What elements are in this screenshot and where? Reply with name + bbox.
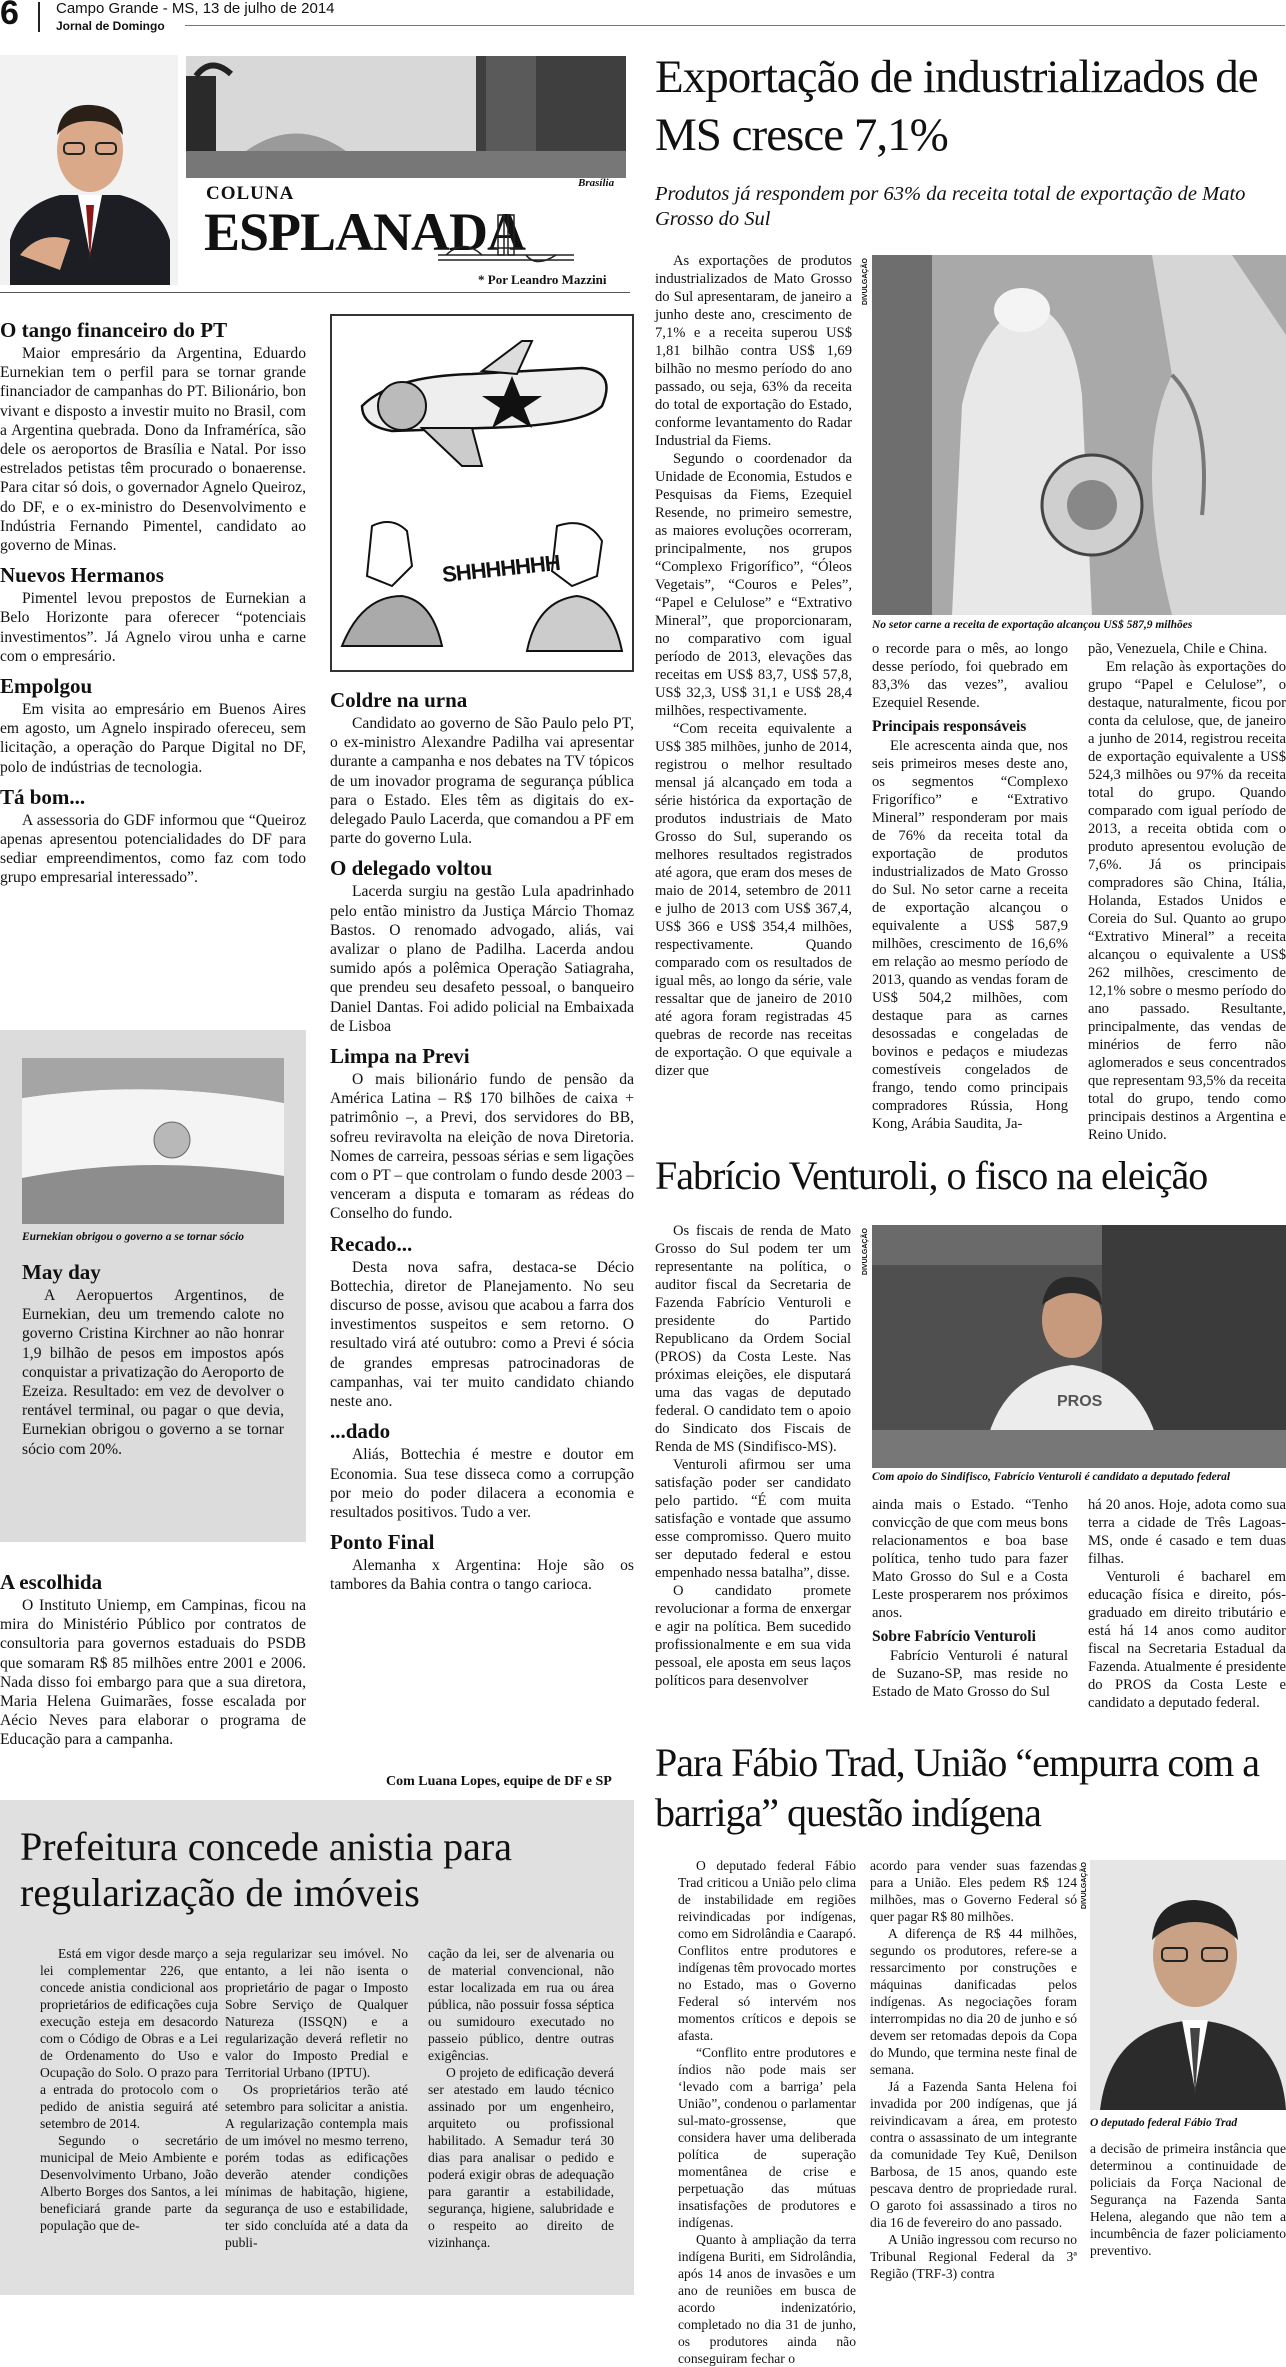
article-paragraph: Em relação às exportações do grupo “Papel e Celulose”, o destaque, naturalmente, ficou por conta da celulose, que, de janeiro a junho de 2014, registrou receita de exportação equivalente a US$ 524,3 milhões ou 97% da receita total do grupo. Quando comparado com igual período de 2013, a receita obtida com o produto apresentou evolução de 7,6%. Já os principais compradores são China, Itália, Holanda, Estados Unidos e Coreia do Sul. Quanto ao grupo “Extrativo Mineral” a receita alcançou o equivalente a US$ 262 milhões, crescimento de 12,1% sobre o mesmo período do ano passado. Resultante, principalmente, das vendas de minérios de ferro não aglomerados e seus concentrados que representam 93,5% da receita total do grupo, tendo como principais destinos a Argentina e Reino Unido. [1088, 659, 1286, 1143]
anistia-column-2 [225, 1945, 408, 2251]
section-title: O delegado voltou [330, 856, 493, 881]
article-paragraph: Já a Fazenda Santa Helena foi invadida por 200 indígenas, que já reivindicavam a área, em protesto contra o assassinato de um integrante da comunidade Tey Kuê, Denilson Barbosa, de 15 anos, quando este pescava dentro de propriedade rural. O garoto foi assassinado a tiros no dia 16 de fevereiro do ano passado. [870, 2079, 1077, 2230]
article-paragraph: O candidato promete revolucionar a forma de enxergar e agir na política. Bem sucedido profissionalmente e em sua vida pessoal, ele aposta em seus laços políticos para desenvolver [655, 1583, 851, 1689]
section-text: Desta nova safra, destaca-se Décio Bottechia, diretor de Planejamento. No seu discurso de posse, avisou que acabou a farra dos investimentos suspeitos e sem retorno. O resultado virá até outubro: como a Previ é sócia de grandes empresas patrocinadoras de campanhas, vai ter muito candidato chiando neste ano. [330, 1258, 634, 1411]
section-title: May day [22, 1260, 101, 1284]
photo-credit: DIVULGAÇÃO [1081, 1862, 1088, 1910]
photo-credit: DIVULGAÇÃO [862, 258, 869, 306]
shirt-text: PROS [1057, 1393, 1103, 1410]
coluna-label: COLUNA [206, 183, 295, 204]
brasilia-photo [186, 56, 626, 178]
coluna-rule [0, 292, 630, 293]
factory-photo [872, 255, 1286, 615]
article-paragraph: Venturoli afirmou ser uma satisfação poder ser candidato pelo partido. “É com muita satisfação e vontade que assumo esse compromisso. Quero muito ser deputado federal e estou empenhado nessa batalha”, disse. [655, 1457, 851, 1581]
article-exportacao-deck: Produtos já respondem por 63% da receita total de exportação de Mato Grosso do Sul [655, 183, 1246, 230]
article-paragraph: Os fiscais de renda de Mato Grosso do Sul podem ter um representante na política, o auditor fiscal da Secretaria de Fazenda Fabrício Venturoli e presidente do Partido Republicano da Ordem Social (PROS) da Costa Leste. Nas próximas eleições, ele disputará uma das vagas de deputado federal. O candidato tem o apoio do Sindicato dos Fiscais de Renda de MS (Sindifisco-MS). [655, 1223, 851, 1455]
article-paragraph: cação da lei, ser de alvenaria ou de material convencional, não estar localizada em rua ou área pública, não possuir fossa séptica ou sumidouro executado no passeio público, dentre outras exigências. [428, 1946, 614, 2063]
may-day-box [0, 1030, 306, 1542]
section-title: Empolgou [0, 674, 93, 699]
factory-photo-caption: No setor carne a receita de exportação alcançou US$ 587,9 milhões [872, 619, 1193, 631]
article-paragraph: pão, Venezuela, Chile e China. [1088, 641, 1268, 657]
subheading: Sobre Fabrício Venturoli [872, 1628, 1036, 1645]
article-anistia [0, 1800, 634, 2295]
section-text: Aliás, Bottechia é mestre e doutor em Economia. Sua tese disseca como a corrupção por meio do poder dilacera a economia e resultados positivos. Tudo a ver. [330, 1446, 634, 1521]
article-paragraph: Venturoli é bacharel em educação física e direito, pós-graduado em direito tributário e está há 14 anos como auditor fiscal na Secretaria Estadual da Fazenda. Atualmente é presidente do PROS da Costa Leste e candidato a deputado federal. [1088, 1569, 1286, 1711]
trad-column-2 [870, 1857, 1077, 2282]
section-title: Ponto Final [330, 1530, 435, 1555]
newspaper-name: Jornal de Domingo [56, 19, 165, 33]
box-text [22, 1252, 284, 1459]
anistia-column-3 [428, 1945, 614, 2251]
venturoli-column-1 [655, 1222, 851, 1690]
article-trad-headline: Para Fábio Trad, União “empurra com a barriga” questão indígena [655, 1740, 1259, 1835]
box-photo-caption: Eurnekian obrigou o governo a se tornar sócio [22, 1231, 245, 1243]
subheading: Principais responsáveis [872, 718, 1027, 735]
section-text: Maior empresário da Argentina, Eduardo Eurnekian tem o perfil para se tornar grande financiador de campanhas do PT. Bilionário, bon vivant e disposto a investir muito no Brasil, com a Argentina quebrada. Dono da Inframéríca, são dele os aeroportos de Brasília e Natal. Por isso estrelados petistas têm procurado o bonaerense. Para citar só dois, o governador Agnelo Queiroz, do DF, e o ex-ministro do Desenvolvimento e Indústria Fernando Pimentel, candidato ao governo de Minas. [0, 345, 306, 555]
location-date: Campo Grande - MS, 13 de julho de 2014 [56, 0, 335, 17]
section-title: Nuevos Hermanos [0, 563, 164, 588]
page-number: 6 [0, 0, 19, 32]
coluna-middle-column [330, 680, 634, 1595]
section-title: ...dado [330, 1419, 391, 1444]
trad-column-1 [678, 1857, 856, 2367]
section-text: Em visita ao empresário em Buenos Aires em agosto, um Agnelo inspirado ofereceu, sem licitação, a operação do Parque Digital no DF, polo de indústrias de tecnologia. [0, 701, 306, 776]
section-text: A Aeropuertos Argentinos, de Eurnekian, deu um tremendo calote no governo Cristina Kirchner ao não honrar 1,9 bilhão de pesos em impostos após conquistar a privatização do Aeroporto de Ezeiza. Resultado: em vez de devolver o rentável terminal, ou pagar o que devia, Eurnekian obrigou o governo a se tornar sócio com 20%. [22, 1287, 284, 1458]
exportacao-column-3 [1088, 640, 1286, 1144]
header-divider [38, 2, 40, 32]
coluna-left-column [0, 310, 306, 888]
section-title: Tá bom... [0, 784, 86, 809]
congress-logo-icon [436, 200, 576, 264]
trad-photo-caption: O deputado federal Fábio Trad [1090, 2117, 1238, 2129]
article-paragraph: “Com receita equivalente a US$ 385 milhões, junho de 2014, registrou o melhor resultado mensal já alcançado em toda a série histórica da exportação de produtos industriais de Mato Grosso do Sul, superando os melhores resultados registrados até agora, que eram dos meses de maio de 2014, setembro de 2011 e julho de 2013 com US$ 367,4, US$ 366 e US$ 354,4 milhões, respectivamente. Quando comparado com os resultados de igual mês, ao longo da série, vale ressaltar que de janeiro de 2010 até agora foram registradas 45 quebras de recorde nas receitas de exportação. O que equivale a dizer que [655, 721, 852, 1079]
section-title: Limpa na Previ [330, 1044, 470, 1069]
section-title: Coldre na urna [330, 688, 468, 712]
exportacao-column-2 [872, 640, 1068, 1133]
article-venturoli-headline: Fabrício Venturoli, o fisco na eleição [655, 1153, 1208, 1198]
section-text: Lacerda surgiu na gestão Lula apadrinhado pelo então ministro da Justiça Márcio Thomaz Bastos. O renomado advogado, aliás, vai avalizar o plano de Padilha. Lacerda andou sumido após a polêmica Operação Satiagraha, que prendeu seu desafeto pessoal, o banqueiro Daniel Dantas. Foi adido policial na Embaixada de Lisboa [330, 883, 634, 1035]
venturoli-column-3 [1088, 1496, 1286, 1712]
article-paragraph: Os proprietários terão até setembro para solicitar a anistia. A regularização contempla mais de um imóvel no mesmo terreno, porém todas as edificações deverão atender condições mínimas de habitação, higiene, segurança de uso e estabilidade, ter sido concluída até a data da publi- [225, 2082, 408, 2250]
article-paragraph: A diferença de R$ 44 milhões, segundo os produtores, refere-se a ressarcimento por construções e máquinas danificadas pelos indígenas. As negociações foram interrompidas no dia 20 de junho e só devem ser retomadas depois da Copa do Mundo, que termina neste final de semana. [870, 1926, 1077, 2077]
section-text: Candidato ao governo de São Paulo pelo PT, o ex-ministro Alexandre Padilha vai apresentar durante a campanha e nos debates na TV tópicos de um inovador programa de segurança pública para o Estado. Eles têm as digitais do ex-delegado Paulo Lacerda, que comandou a PF em parte do governo Lula. [330, 715, 634, 848]
article-exportacao-headline: Exportação de industrializados de MS cresce 7,1% [655, 51, 1258, 161]
cartoon [330, 314, 634, 672]
coluna-left-bottom [0, 1562, 306, 1750]
article-paragraph: Está em vigor desde março a lei complementar 226, que concede anistia condicional aos proprietários de edificações cuja execução esteja em desacordo com o Código de Obras e a Lei de Ordenamento do Uso e Ocupação do Solo. O prazo para a entrada do protocolo com o pedido de anistia seguirá até setembro de 2014. [40, 1946, 218, 2131]
article-paragraph: Ele acrescenta ainda que, nos seis primeiros meses deste ano, os segmentos “Complexo Frigorífico” e “Extrativo Mineral” responderam por mais de 76% da receita total da exportação de produtos industrializados de Mato Grosso do Sul. No setor carne a receita de exportação alcançou o equivalente a US$ 587,9 milhões, crescimento de 16,6% em relação ao mesmo período de 2013, quando as vendas foram de US$ 504,2 milhões, com destaque para as carnes desossadas e congeladas de bovinos e pedaços e miudezas comestíveis congelados de frango, tendo como principais compradores Rússia, Hong Kong, Arábia Saudita, Ja- [872, 738, 1068, 1132]
coluna-name: ESPLANADA [204, 202, 526, 262]
article-paragraph: “Conflito entre produtores e índios não pode mais ser ‘levado com a barriga’ pela União”, condenou o parlamentar sul-mato-grossense, que considera haver uma deliberada política de superação momentânea de crise e perpetuação das mútuas insatisfações de produtores e indígenas. [678, 2045, 856, 2230]
article-paragraph: Quanto à ampliação da terra indígena Buriti, em Sidrolândia, após 14 anos de invasões e um ano de reuniões em busca de acordo indenizatório, completado no dia 31 de junho, os produtores ainda não conseguiram fechar o [678, 2232, 856, 2366]
article-paragraph: a decisão de primeira instância que determinou a continuidade de policiais da Força Nacional de Segurança na Fazenda Santa Helena, alegando que não tem a incumbência de fazer policiamento preventivo. [1090, 2141, 1286, 2258]
trad-column-3 [1090, 2140, 1286, 2259]
article-anistia-headline: Prefeitura concede anistia para regularização de imóveis [20, 1824, 512, 1915]
section-text: O mais bilionário fundo de pensão da América Latina – R$ 170 bilhões de caixa + patrimônio –, a Previ, dos servidores do BB, sofreu reviravolta na eleição de nova Diretoria. Nomes de carreira, pessoas sérias e sem ligações com o PT – que controlam o fundo desde 2003 – venceram a disputa e tomaram as rédeas do Conselho do fundo. [330, 1071, 634, 1223]
brasilia-caption: Brasília [578, 177, 615, 189]
section-title: A escolhida [0, 1570, 103, 1594]
photo-credit: DIVULGAÇÃO [862, 1228, 869, 1276]
section-text: A assessoria do GDF informou que “Queiroz apenas apresentou potencialidades do DF para sediar empreendimentos, como faz com todo grupo empresarial interessado”. [0, 811, 306, 887]
section-title: Recado... [330, 1231, 413, 1256]
section-text: Alemanha x Argentina: Hoje são os tambores da Bahia contra o tango carioca. [330, 1557, 634, 1594]
columnist-author: * Por Leandro Mazzini [478, 272, 607, 287]
cartoon-sound: SHHHHHHH [440, 549, 561, 588]
article-paragraph: Segundo o coordenador da Unidade de Economia, Estudos e Pesquisas da Fiems, Ezequiel Resende, no primeiro semestre, as maiores evoluções ocorreram, principalmente, nos grupos “Complexo Frigorífico”, “Óleos Vegetais”, “Couros e Peles”, “Papel e Celulose” e “Extrativo Mineral”, que proporcionaram, no comparativo com igual período de 2013, elevações das receitas em US$ 83,7, US$ 57,8, US$ 32,3, US$ 31,1 e US$ 28,4 milhões, respectivamente. [655, 451, 852, 719]
article-paragraph: há 20 anos. Hoje, adota como sua terra a cidade de Três Lagoas-MS, onde é casado e tem duas filhas. [1088, 1497, 1286, 1567]
section-text: Pimentel levou prepostos de Eurnekian a Belo Horizonte para oferecer “potenciais investimentos”. Já Agnelo virou unha e carne com o empresário. [0, 590, 306, 665]
section-title: O tango financeiro do PT [0, 318, 228, 342]
columnist-photo [0, 55, 178, 285]
exportacao-column-1 [655, 252, 852, 1080]
article-paragraph: seja regularizar seu imóvel. No entanto, a lei não isenta o proprietário de pagar o Imposto Sobre Serviço de Qualquer Natureza (ISSQN) e a regularização deverá refletir no valor do Imposto Predial e Territorial Urbano (IPTU). [225, 1946, 408, 2080]
article-paragraph: A União ingressou com recurso no Tribunal Regional Federal da 3ª Região (TRF-3) contra [870, 2232, 1077, 2281]
argentina-flag-photo [22, 1058, 284, 1224]
article-paragraph: acordo para vender suas fazendas para a União. Eles pedem R$ 124 milhões, mas o Governo Federal só quer pagar R$ 80 milhões. [870, 1858, 1077, 1924]
article-paragraph: O projeto de edificação deverá ser atestado em laudo técnico assinado por um engenheiro, arquiteto ou profissional habilitado. A Semadur terá 30 dias para analisar o pedido e poderá exigir obras de adequação para garantir a estabilidade, segurança, higiene, salubridade e o respeito ao direito de vizinhança. [428, 2065, 614, 2250]
article-paragraph: ainda mais o Estado. “Tenho convicção de que com meus bons relacionamentos e boa base política, tenho tudo para fazer Mato Grosso do Sul e a Costa Leste prosperarem nos próximos anos. [872, 1497, 1068, 1621]
coluna-signature: Com Luana Lopes, equipe de DF e SP [386, 1774, 612, 1789]
venturoli-column-2 [872, 1496, 1068, 1701]
article-paragraph: o recorde para o mês, ao longo desse período, foi quebrado em 83,3% das vezes”, avaliou Ezequiel Resende. [872, 641, 1068, 711]
trad-photo [1090, 1860, 1286, 2110]
section-text: O Instituto Uniemp, em Campinas, ficou na mira do Ministério Público por contratos de consultoria para governos estaduais do PSDB que somaram R$ 85 milhões entre 2001 e 2006. Nada disso foi embargo para que a sua diretora, Maria Helena Guimarães, fosse escalada por Aécio Neves para elaborar o programa de Educação para a campanha. [0, 1597, 306, 1749]
article-paragraph: Segundo o secretário municipal de Meio Ambiente e Desenvolvimento Urbano, João Alberto Borges dos Santos, a lei beneficiará grande parte da população que de- [40, 2133, 218, 2233]
article-paragraph: Fabrício Venturoli é natural de Suzano-SP, mas reside no Estado de Mato Grosso do Sul [872, 1648, 1068, 1700]
article-paragraph: As exportações de produtos industrializados de Mato Grosso do Sul apresentaram, de janeiro a junho deste ano, crescimento de 7,1% e a receita superou US$ 1,81 bilhão contra US$ 1,69 bilhão no mesmo período do ano passado, ou seja, 63% da receita do total de exportação do Estado, conforme levantamento do Radar Industrial da Fiems. [655, 253, 852, 449]
article-paragraph: O deputado federal Fábio Trad criticou a União pelo clima de instabilidade em regiões reivindicadas por indígenas, como em Sidrolândia e Caarapó. Conflitos entre produtores e indígenas têm provocado mortes no Estado, mas o Governo Federal só intervém nos momentos críticos e depois se afasta. [678, 1858, 856, 2043]
header-rule [185, 25, 1285, 26]
venturoli-photo-caption: Com apoio do Sindifisco, Fabrício Venturoli é candidato a deputado federal [872, 1471, 1231, 1483]
anistia-column-1 [40, 1945, 218, 2234]
venturoli-photo [872, 1225, 1286, 1468]
